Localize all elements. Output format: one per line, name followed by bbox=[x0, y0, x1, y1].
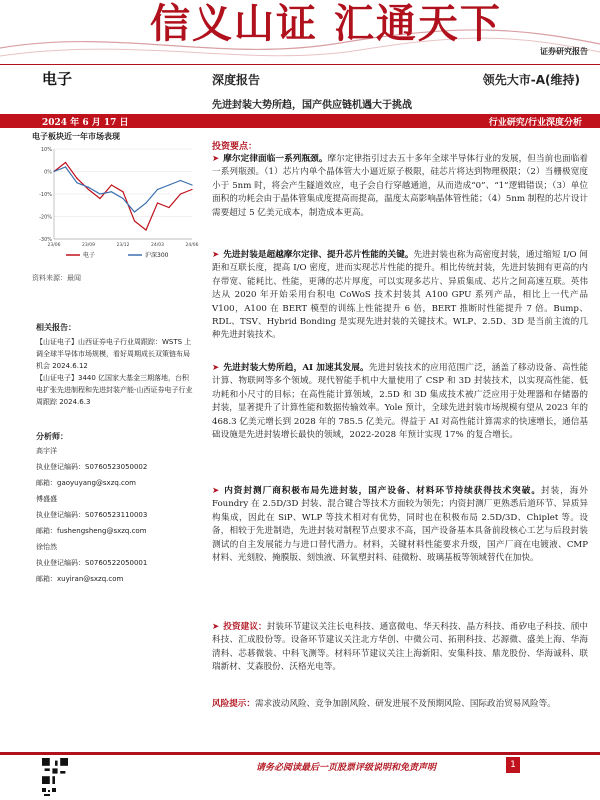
report-label: 证券研究报告 bbox=[540, 47, 588, 56]
data-point bbox=[180, 193, 181, 194]
arrow-bullet-icon: ➤ bbox=[212, 154, 220, 164]
paragraph-text: 先进封装技术的应用范围广泛，涵盖了移动设备、高性能计算、物联网等多个领域。现代智能手机中大量使用了 CSP 和 3D 封装技术，以实现高性能、低功耗和小尺寸的目标；在高性能计算领域，2.5D 和 3D 集成技术被广泛应用于处理器和存储器的封装，显著提升了计算性能和数据传输效率。Yole 预计，全球先进封装市场规模有望从 2023 年的 468.3 亿美元增长到 2028 年的 785.5 亿美元。得益于 AI 对高性能计算需求的快速增长，通信基础设施是先进封装增长最快的领域，2022-2028 年预计实现 17% 的复合增长。 bbox=[212, 363, 588, 441]
paragraph-lead: 风险提示： bbox=[212, 699, 255, 709]
arrow-bullet-icon: ➤ bbox=[212, 250, 220, 260]
data-point bbox=[65, 166, 66, 167]
analyst-email[interactable]: 邮箱：xuyiran@sxzq.com bbox=[36, 575, 124, 583]
analyst-name: 高宇洋 bbox=[36, 447, 57, 455]
paragraph-lead: 先进封装是超越摩尔定律、提升芯片性能的关键。 bbox=[223, 250, 414, 260]
data-point bbox=[122, 191, 123, 192]
paragraph-text: 封装，海外 Foundry 在 2.5D/3D 封装、混合键合等技术方面较为领先；内资封测厂更熟悉后道环节、异质异构集成，因此在 SiP、WLP 等技术相对有优势，同时也在积极布局 2.5D/3D、Chiplet 等。设备，相较于先进制造，先进封装对制程节点要求不高，国产设备基本具备前段核心工艺与后段封装测试的自主发展能力与进口替代潜力。材料，关键材料性能要求升级，国产厂商在电镀液、CMP 材料、光刻胶、掩膜版、刻蚀液、环氧塑封料、硅微粉、玻璃基板等领域替代在加快。 bbox=[212, 486, 588, 564]
data-point bbox=[76, 182, 77, 183]
qr-code-icon bbox=[42, 758, 68, 784]
arrow-bullet-icon: ➤ bbox=[212, 622, 220, 632]
report-title: 先进封装大势所趋，国产供应链机遇大于挑战 bbox=[212, 100, 412, 111]
report-type: 深度报告 bbox=[212, 73, 261, 87]
analyst-email[interactable]: 邮箱：fushengsheng@sxzq.com bbox=[36, 527, 147, 535]
body-paragraph bbox=[212, 485, 588, 565]
report-category: 行业研究/行业深度分析 bbox=[488, 118, 582, 128]
paragraph-text: 需求波动风险、竞争加剧风险、研发进展不及预期风险、国际政治贸易风险等。 bbox=[254, 699, 556, 709]
header-banner bbox=[0, 0, 600, 64]
body-paragraph bbox=[212, 362, 588, 442]
y-tick-label: -10% bbox=[39, 192, 52, 198]
x-tick-label: 24/03 bbox=[151, 243, 164, 248]
disclaimer-note[interactable]: 请务必阅读最后一页股票评级说明和免责声明 bbox=[256, 763, 437, 773]
paragraph-lead: 投资建议： bbox=[223, 622, 267, 632]
analyst-email[interactable]: 邮箱：gaoyuyang@sxzq.com bbox=[36, 479, 136, 487]
chart-title: 电子板块近一年市场表现 bbox=[32, 132, 120, 141]
analyst-name: 徐怡然 bbox=[36, 543, 57, 551]
data-point bbox=[191, 184, 192, 185]
data-point bbox=[99, 193, 100, 194]
divider bbox=[0, 64, 600, 65]
paragraph-text: 先进封装也称为高密度封装，通过缩短 I/O 间距和互联长度，提高 I/O 密度，进而实现芯片性能的提升。相比传统封装，先进封装拥有更高的内存带宽、能耗比、性能，更薄的芯片厚度，可以实现多芯片、异质集成、芯片之间高速互联。英伟达从 2020 年开始采用台积电 CoWoS 技术封装其 A100 GPU 系列产品，相比上一代产品 V100，A100 在 BERT 模型的训练上性能提升 6 倍，BERT 推断时性能提升 7 倍。Bump、RDL、TSV、Hybrid Bonding 是实现先进封装的关键技术。WLP、2.5D、3D 是当前主流的几种先进封装技术。 bbox=[212, 250, 588, 341]
data-point bbox=[111, 184, 112, 185]
analyst-reg: 执业登记编码：S0760522050001 bbox=[36, 559, 148, 567]
data-point bbox=[180, 180, 181, 181]
data-point bbox=[76, 178, 77, 179]
data-point bbox=[145, 229, 146, 230]
sector-name: 电子 bbox=[42, 70, 73, 88]
data-point bbox=[134, 220, 135, 221]
data-point bbox=[157, 189, 158, 190]
qr-code-small-icon bbox=[42, 788, 58, 798]
paragraph-lead: 先进封装大势所趋，AI 加速其发展。 bbox=[223, 363, 369, 373]
brand-slogan-logo: 信义山证 汇通天下 bbox=[150, 0, 502, 47]
data-point bbox=[111, 191, 112, 192]
report-date: 2024 年 6 月 17 日 bbox=[42, 118, 129, 128]
body-paragraph bbox=[212, 153, 588, 220]
legend-label: 电子 bbox=[83, 252, 96, 259]
x-tick-label: 24/06 bbox=[185, 243, 199, 248]
data-point bbox=[191, 189, 192, 190]
y-tick-label: -30% bbox=[39, 237, 52, 243]
body-paragraph bbox=[212, 698, 588, 711]
paragraph-lead: 内资封测厂商积极布局先进封装，国产设备、材料环节持续获得技术突破。 bbox=[223, 486, 541, 496]
rating: 领先大市-A(维持) bbox=[482, 73, 580, 87]
x-tick-label: 23/12 bbox=[116, 243, 130, 248]
data-point bbox=[122, 198, 123, 199]
data-point bbox=[145, 202, 146, 203]
y-tick-label: -20% bbox=[39, 214, 52, 221]
arrow-bullet-icon: ➤ bbox=[212, 363, 220, 373]
data-point bbox=[168, 207, 169, 208]
data-point bbox=[99, 198, 100, 199]
y-tick-label: 10% bbox=[40, 147, 52, 153]
analysts-title: 分析师： bbox=[36, 432, 68, 441]
market-performance-chart bbox=[32, 143, 197, 263]
legend-label: 沪深300 bbox=[145, 252, 169, 259]
related-report-item[interactable]: 【山证电子】3440 亿国家大基金三期落地，台积电扩张先进制程和先进封装产能-山西证券电子行业周跟踪 2024.6.3 bbox=[36, 374, 193, 406]
data-point bbox=[134, 211, 135, 212]
analyst-name: 傅盛盛 bbox=[36, 495, 57, 503]
y-tick-label: 0% bbox=[44, 169, 52, 176]
paragraph-lead: 摩尔定律面临一系列瓶颈。 bbox=[223, 154, 328, 164]
arrow-bullet-icon: ➤ bbox=[212, 486, 220, 496]
data-point bbox=[65, 162, 66, 163]
body-paragraph bbox=[212, 249, 588, 343]
related-report-item[interactable]: 【山证电子】山西证券电子行业周跟踪：WSTS 上调全球半导体市场规模，看好周期成长双策链布局机会 2024.6.12 bbox=[36, 338, 192, 370]
data-point bbox=[168, 184, 169, 185]
data-point bbox=[157, 202, 158, 203]
data-point bbox=[88, 189, 89, 190]
data-point bbox=[53, 171, 54, 172]
paragraph-text: 摩尔定律指引过去五十多年全球半导体行业的发展，但当前也面临着一系列瓶颈。（1）芯片内单个晶体管大小逼近原子极限，硅芯片将达到物理极限；（2）当栅极宽度小于 5nm 时，将会产生隧道效应，电子会自行穿越通道，从而造成“0”、“1”逻辑错误；（3）单位面积的功耗会由于晶体管集成度提高而提高，温度太高影响晶体管性能；（4）5nm 制程的芯片设计需要超过 5 亿美元成本，制造成本更高。 bbox=[212, 154, 588, 218]
x-tick-label: 23/06 bbox=[47, 243, 61, 248]
chart-source: 资料来源：最闻 bbox=[32, 274, 81, 282]
body-paragraph bbox=[212, 621, 588, 675]
series-line-0 bbox=[54, 163, 192, 231]
analyst-reg: 执业登记编码：S0760523050002 bbox=[36, 463, 148, 471]
key-points-title: 投资要点： bbox=[212, 142, 258, 152]
page-number: 1 bbox=[506, 757, 520, 773]
x-tick-label: 23/09 bbox=[82, 243, 95, 248]
data-point bbox=[88, 187, 89, 188]
related-reports-title: 相关报告： bbox=[36, 323, 76, 332]
footer-divider bbox=[0, 752, 600, 755]
analyst-reg: 执业登记编码：S0760523110003 bbox=[36, 511, 148, 519]
paragraph-text: 封装环节建议关注长电科技、通富微电、华天科技、晶方科技、甬矽电子科技、颀中科技、汇成股份等。设备环节建议关注北方华创、中微公司、拓荆科技、芯源微、盛美上海、华海清科、芯碁微装、中科飞测等。材料环节建议关注上海新阳、安集科技、鼎龙股份、华海诚科、联瑞新材、艾森股份、沃格光电等。 bbox=[212, 622, 588, 673]
